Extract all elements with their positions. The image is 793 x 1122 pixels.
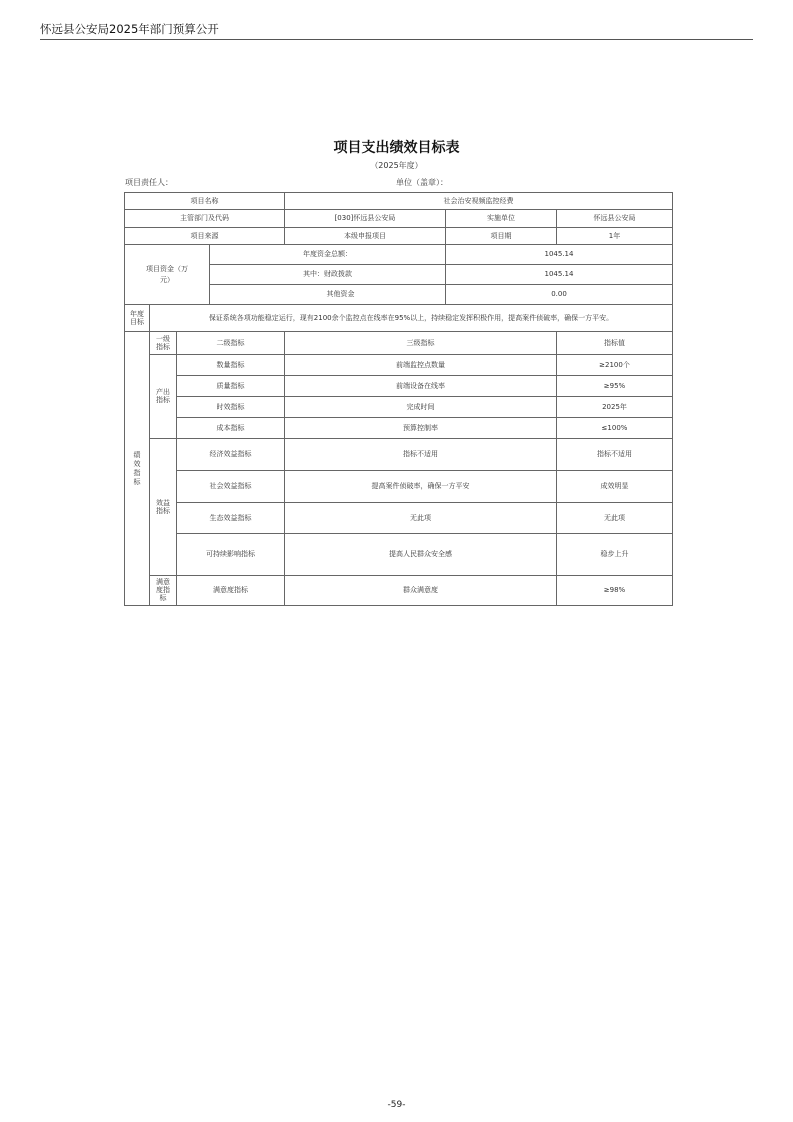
benefit-value: 成效明显	[557, 471, 673, 503]
document-year: （2025年度）	[370, 161, 423, 170]
document-title: 项目支出绩效目标表	[333, 140, 460, 156]
performance-table	[124, 192, 673, 606]
output-l3: 前端设备在线率	[285, 376, 557, 397]
benefit-l2: 经济效益指标	[177, 439, 285, 471]
benefit-l2: 社会效益指标	[177, 471, 285, 503]
unit-label: 单位（盖章）：	[396, 178, 448, 187]
benefit-value: 无此项	[557, 503, 673, 534]
row-output-cost	[125, 418, 673, 439]
project-name-label: 项目名称	[125, 193, 285, 210]
benefit-l3: 提高案件侦破率，确保一方平安	[285, 471, 557, 503]
benefit-label-text: 效益指标	[156, 498, 170, 515]
satisfaction-label	[150, 576, 177, 606]
source-value: 本级申报项目	[285, 228, 446, 245]
project-name-value: 社会治安视频监控经费	[285, 193, 673, 210]
row-annual-target	[125, 305, 673, 332]
impl-value: 怀远县公安局	[557, 210, 673, 228]
output-label-text: 产出指标	[156, 388, 170, 404]
funds-fiscal-value: 1045.14	[446, 265, 673, 285]
source-label: 项目来源	[125, 228, 285, 245]
level1-header	[150, 332, 177, 355]
period-value: 1年	[557, 228, 673, 245]
benefit-value: 指标不适用	[557, 439, 673, 471]
funds-fiscal-label: 其中：财政拨款	[210, 265, 446, 285]
output-l2: 数量指标	[177, 355, 285, 376]
page-number: -59-	[387, 1100, 406, 1110]
level2-header: 二级指标	[177, 332, 285, 355]
funds-label-text: 项目资金（万元）	[146, 264, 188, 284]
benefit-l3: 指标不适用	[285, 439, 557, 471]
benefit-l2: 生态效益指标	[177, 503, 285, 534]
perf-label	[125, 332, 150, 606]
annual-target-label	[125, 305, 150, 332]
row-output-quantity	[125, 355, 673, 376]
header-rule	[40, 39, 753, 40]
funds-other-label: 其他资金	[210, 285, 446, 305]
benefit-value: 稳步上升	[557, 534, 673, 576]
benefit-l2: 可持续影响指标	[177, 534, 285, 576]
output-value: ≤100%	[557, 418, 673, 439]
row-benefit-social	[125, 471, 673, 503]
row-indicator-header	[125, 332, 673, 355]
period-label: 项目期	[446, 228, 557, 245]
funds-label	[125, 245, 210, 305]
benefit-l3: 提高人民群众安全感	[285, 534, 557, 576]
benefit-label	[150, 439, 177, 576]
output-value: 2025年	[557, 397, 673, 418]
funds-total-value: 1045.14	[446, 245, 673, 265]
row-output-timeliness	[125, 397, 673, 418]
row-satisfaction	[125, 576, 673, 606]
value-header: 指标值	[557, 332, 673, 355]
header-title: 怀远县公安局2025年部门预算公开	[40, 22, 219, 36]
row-benefit-economic	[125, 439, 673, 471]
row-source	[125, 228, 673, 245]
output-l3: 预算控制率	[285, 418, 557, 439]
responsible-label: 项目责任人：	[125, 178, 173, 187]
output-l2: 时效指标	[177, 397, 285, 418]
benefit-l3: 无此项	[285, 503, 557, 534]
funds-total-label: 年度资金总额：	[210, 245, 446, 265]
row-department	[125, 210, 673, 228]
dept-value: [030]怀远县公安局	[285, 210, 446, 228]
output-l2: 质量指标	[177, 376, 285, 397]
row-funds-total	[125, 245, 673, 265]
row-benefit-sustainable	[125, 534, 673, 576]
level3-header: 三级指标	[285, 332, 557, 355]
output-label	[150, 355, 177, 439]
output-l3: 前端监控点数量	[285, 355, 557, 376]
satisfaction-l2: 满意度指标	[177, 576, 285, 606]
funds-other-value: 0.00	[446, 285, 673, 305]
satisfaction-l3: 群众满意度	[285, 576, 557, 606]
output-l2: 成本指标	[177, 418, 285, 439]
perf-label-text: 绩效指标	[133, 450, 141, 486]
row-benefit-ecological	[125, 503, 673, 534]
satisfaction-label-text: 满意度指标	[156, 578, 170, 602]
output-value: ≥95%	[557, 376, 673, 397]
level1-header-text: 一级指标	[156, 334, 170, 351]
annual-target-label-text: 年度目标	[130, 309, 144, 326]
satisfaction-value: ≥98%	[557, 576, 673, 606]
row-output-quality	[125, 376, 673, 397]
output-l3: 完成时间	[285, 397, 557, 418]
impl-label: 实施单位	[446, 210, 557, 228]
dept-label: 主管部门及代码	[125, 210, 285, 228]
annual-target-value: 保证系统各项功能稳定运行，现有2100余个监控点在线率在95%以上，持续稳定发挥积极作用，提高案件侦破率，确保一方平安。	[150, 305, 673, 332]
row-project-name	[125, 193, 673, 210]
output-value: ≥2100个	[557, 355, 673, 376]
